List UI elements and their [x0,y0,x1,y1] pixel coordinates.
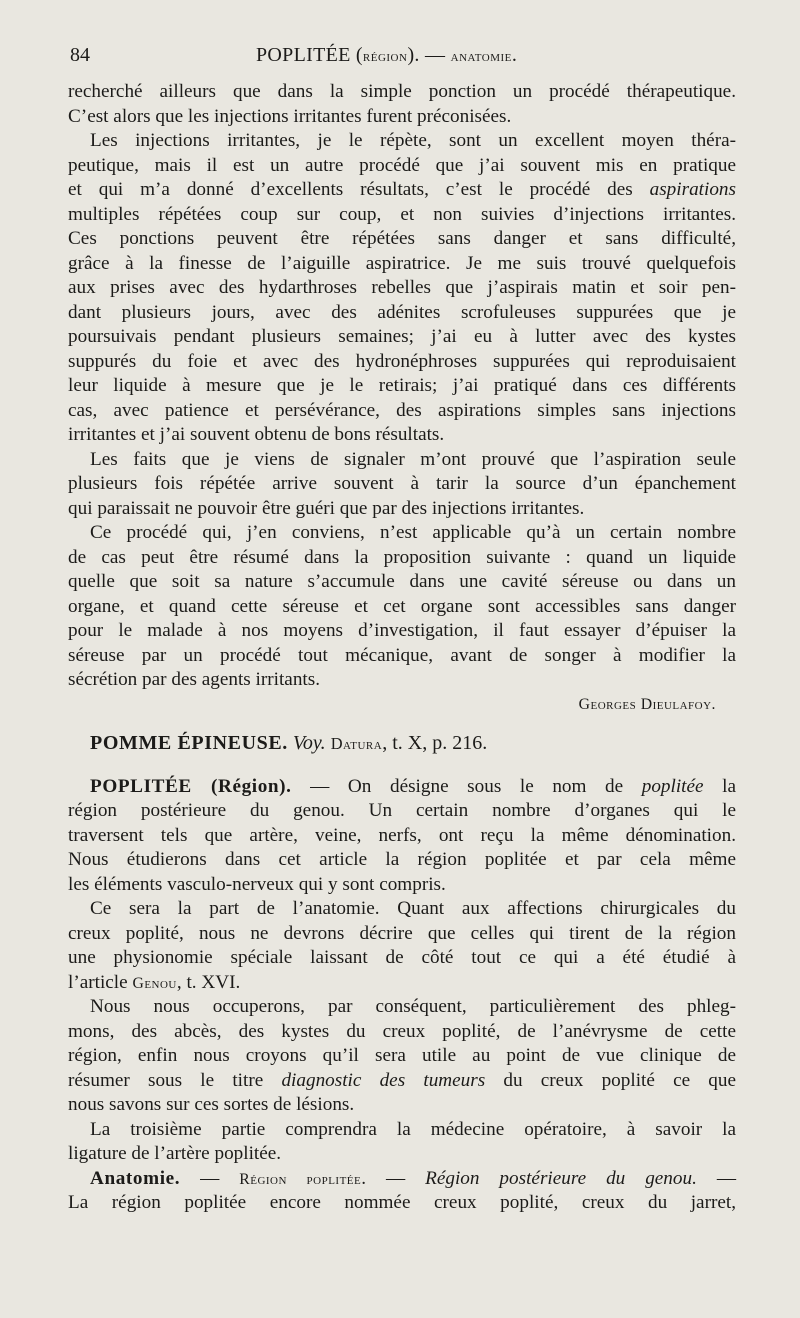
text-line: Ces ponctions peuvent être répétées sans danger et sans difficulté, [68,228,736,249]
paragraph-8 [68,1118,736,1167]
text-line: Nous étudierons dans cet article la région poplitée et par cela même [68,849,736,870]
paragraph-poplitee [68,775,736,898]
text-line: creux poplité, nous ne devrons décrire que celles qui tirent de la région [68,922,736,944]
text-line: Les faits que je viens de signaler m’ont prouvé que l’aspiration seule [90,448,736,470]
text-line: leur liquide à mesure que je le retirais; j’ai pratiqué dans ces différents [68,375,736,396]
text-line: recherché ailleurs que dans la simple ponction un procédé thérapeutique. [68,81,736,102]
text-line: grâce à la finesse de l’aiguille aspiratrice. Je me suis trouvé quelquefois [68,252,736,274]
entry-heading: POPLITÉE (Région). [90,775,292,797]
author-signature: Georges Dieulafoy. [578,695,716,713]
text-line: séreuse par un procédé tout mécanique, avant de songer à modifier la [68,644,736,666]
text-line: quelle que soit sa nature s’accumule dans une cavité séreuse ou dans un [68,571,736,592]
text-line: dant plusieurs jours, avec des adénites scrofuleuses suppurées que je [68,301,736,323]
text-line: sécrétion par des agents irritants. [68,669,321,690]
text-line: l’article Genou, t. XVI. [68,971,241,993]
text-line: de cas peut être résumé dans la proposition suivante : quand un liquide [68,546,736,568]
text-line: résumer sous le titre diagnostic des tumeurs du creux poplité ce que [68,1069,737,1091]
text-line: cas, avec patience et persévérance, des aspirations simples sans injections [68,399,736,421]
text-line: organe, et quand cette séreuse et cet organe sont accessibles sans danger [68,595,736,617]
paragraph-7 [68,995,736,1118]
text-line: POPLITÉE (Région). — On désigne sous le nom de poplitée la [90,775,736,797]
text-line: Anatomie. — Région poplitée. — Région postérieure du genou. — [90,1167,737,1189]
running-title: POPLITÉE (région). — anatomie. [256,44,518,66]
section-heading: Anatomie. [90,1167,181,1189]
paragraph-anatomie [68,1167,736,1216]
text-line: pour le malade à nos moyens d’investigation, il faut essayer d’épuiser la [68,620,736,641]
page-number: 84 [70,44,90,66]
text-line: peutique, mais il est un autre procédé que j’ai souvent mis en pratique [68,154,736,176]
text-line: suppurés du foie et avec des hydronéphroses suppurées qui reproduisaient [68,350,736,372]
entry-heading: POMME ÉPINEUSE. [90,731,288,754]
text-line: aux prises avec des hydarthroses rebelles que j’aspirais matin et soir pen- [68,277,736,298]
text-line: qui paraissait ne pouvoir être guéri que par des injections irritantes. [68,497,585,519]
running-header [70,44,730,74]
text-line: Ce sera la part de l’anatomie. Quant aux affections chirurgicales du [90,898,736,919]
text-line: C’est alors que les injections irritantes furent préconisées. [68,105,512,127]
text-line: Nous nous occuperons, par conséquent, particulièrement des phleg- [90,996,736,1017]
text-line: ligature de l’artère poplitée. [68,1143,282,1164]
text-line: irritantes et j’ai souvent obtenu de bons résultats. [68,424,445,445]
paragraph-1 [68,80,736,129]
text-line: poursuivais pendant plusieurs semaines; j’ai eu à lutter avec des kystes [68,326,736,347]
text-line: plusieurs fois répétée arrive souvent à tarir la source d’un épanchement [68,473,736,494]
text-line: une physionomie spéciale laissant de côté tout ce qui a été étudié à [68,947,736,968]
paragraph-6 [68,897,736,995]
text-line: Ce procédé qui, j’en conviens, n’est applicable qu’à un certain nombre [90,522,736,543]
text-line: La troisième partie comprendra la médecine opératoire, à savoir la [90,1118,736,1140]
text-line: multiples répétées coup sur coup, et non suivies d’injections irritantes. [68,203,736,225]
text-line: région, enfin nous croyons qu’il sera utile au point de vue clinique de [68,1045,736,1066]
text-line: nous savons sur ces sortes de lésions. [68,1094,355,1115]
body-text [68,80,736,1216]
text-line: les éléments vasculo-nerveux qui y sont compris. [68,873,446,895]
text-line: mons, des abcès, des kystes du creux poplité, de l’anévrysme de cette [68,1020,736,1042]
paragraph-4 [68,521,736,693]
text-line: région postérieure du genou. Un certain nombre d’organes qui le [68,800,736,821]
text-line: Les injections irritantes, je le répète, sont un excellent moyen théra- [90,130,736,151]
text-line: La région poplitée encore nommée creux poplité, creux du jarret, [68,1192,736,1213]
text-line: traversent tels que artère, veine, nerfs, ont reçu la même dénomination. [68,824,736,846]
entry-pomme-epineuse: POMME ÉPINEUSE. Voy. Datura, t. X, p. 216. [90,731,488,754]
paragraph-2 [68,129,736,448]
paragraph-3 [68,448,736,522]
text-line: et qui m’a donné d’excellents résultats, c’est le procédé des aspirations [68,179,736,200]
